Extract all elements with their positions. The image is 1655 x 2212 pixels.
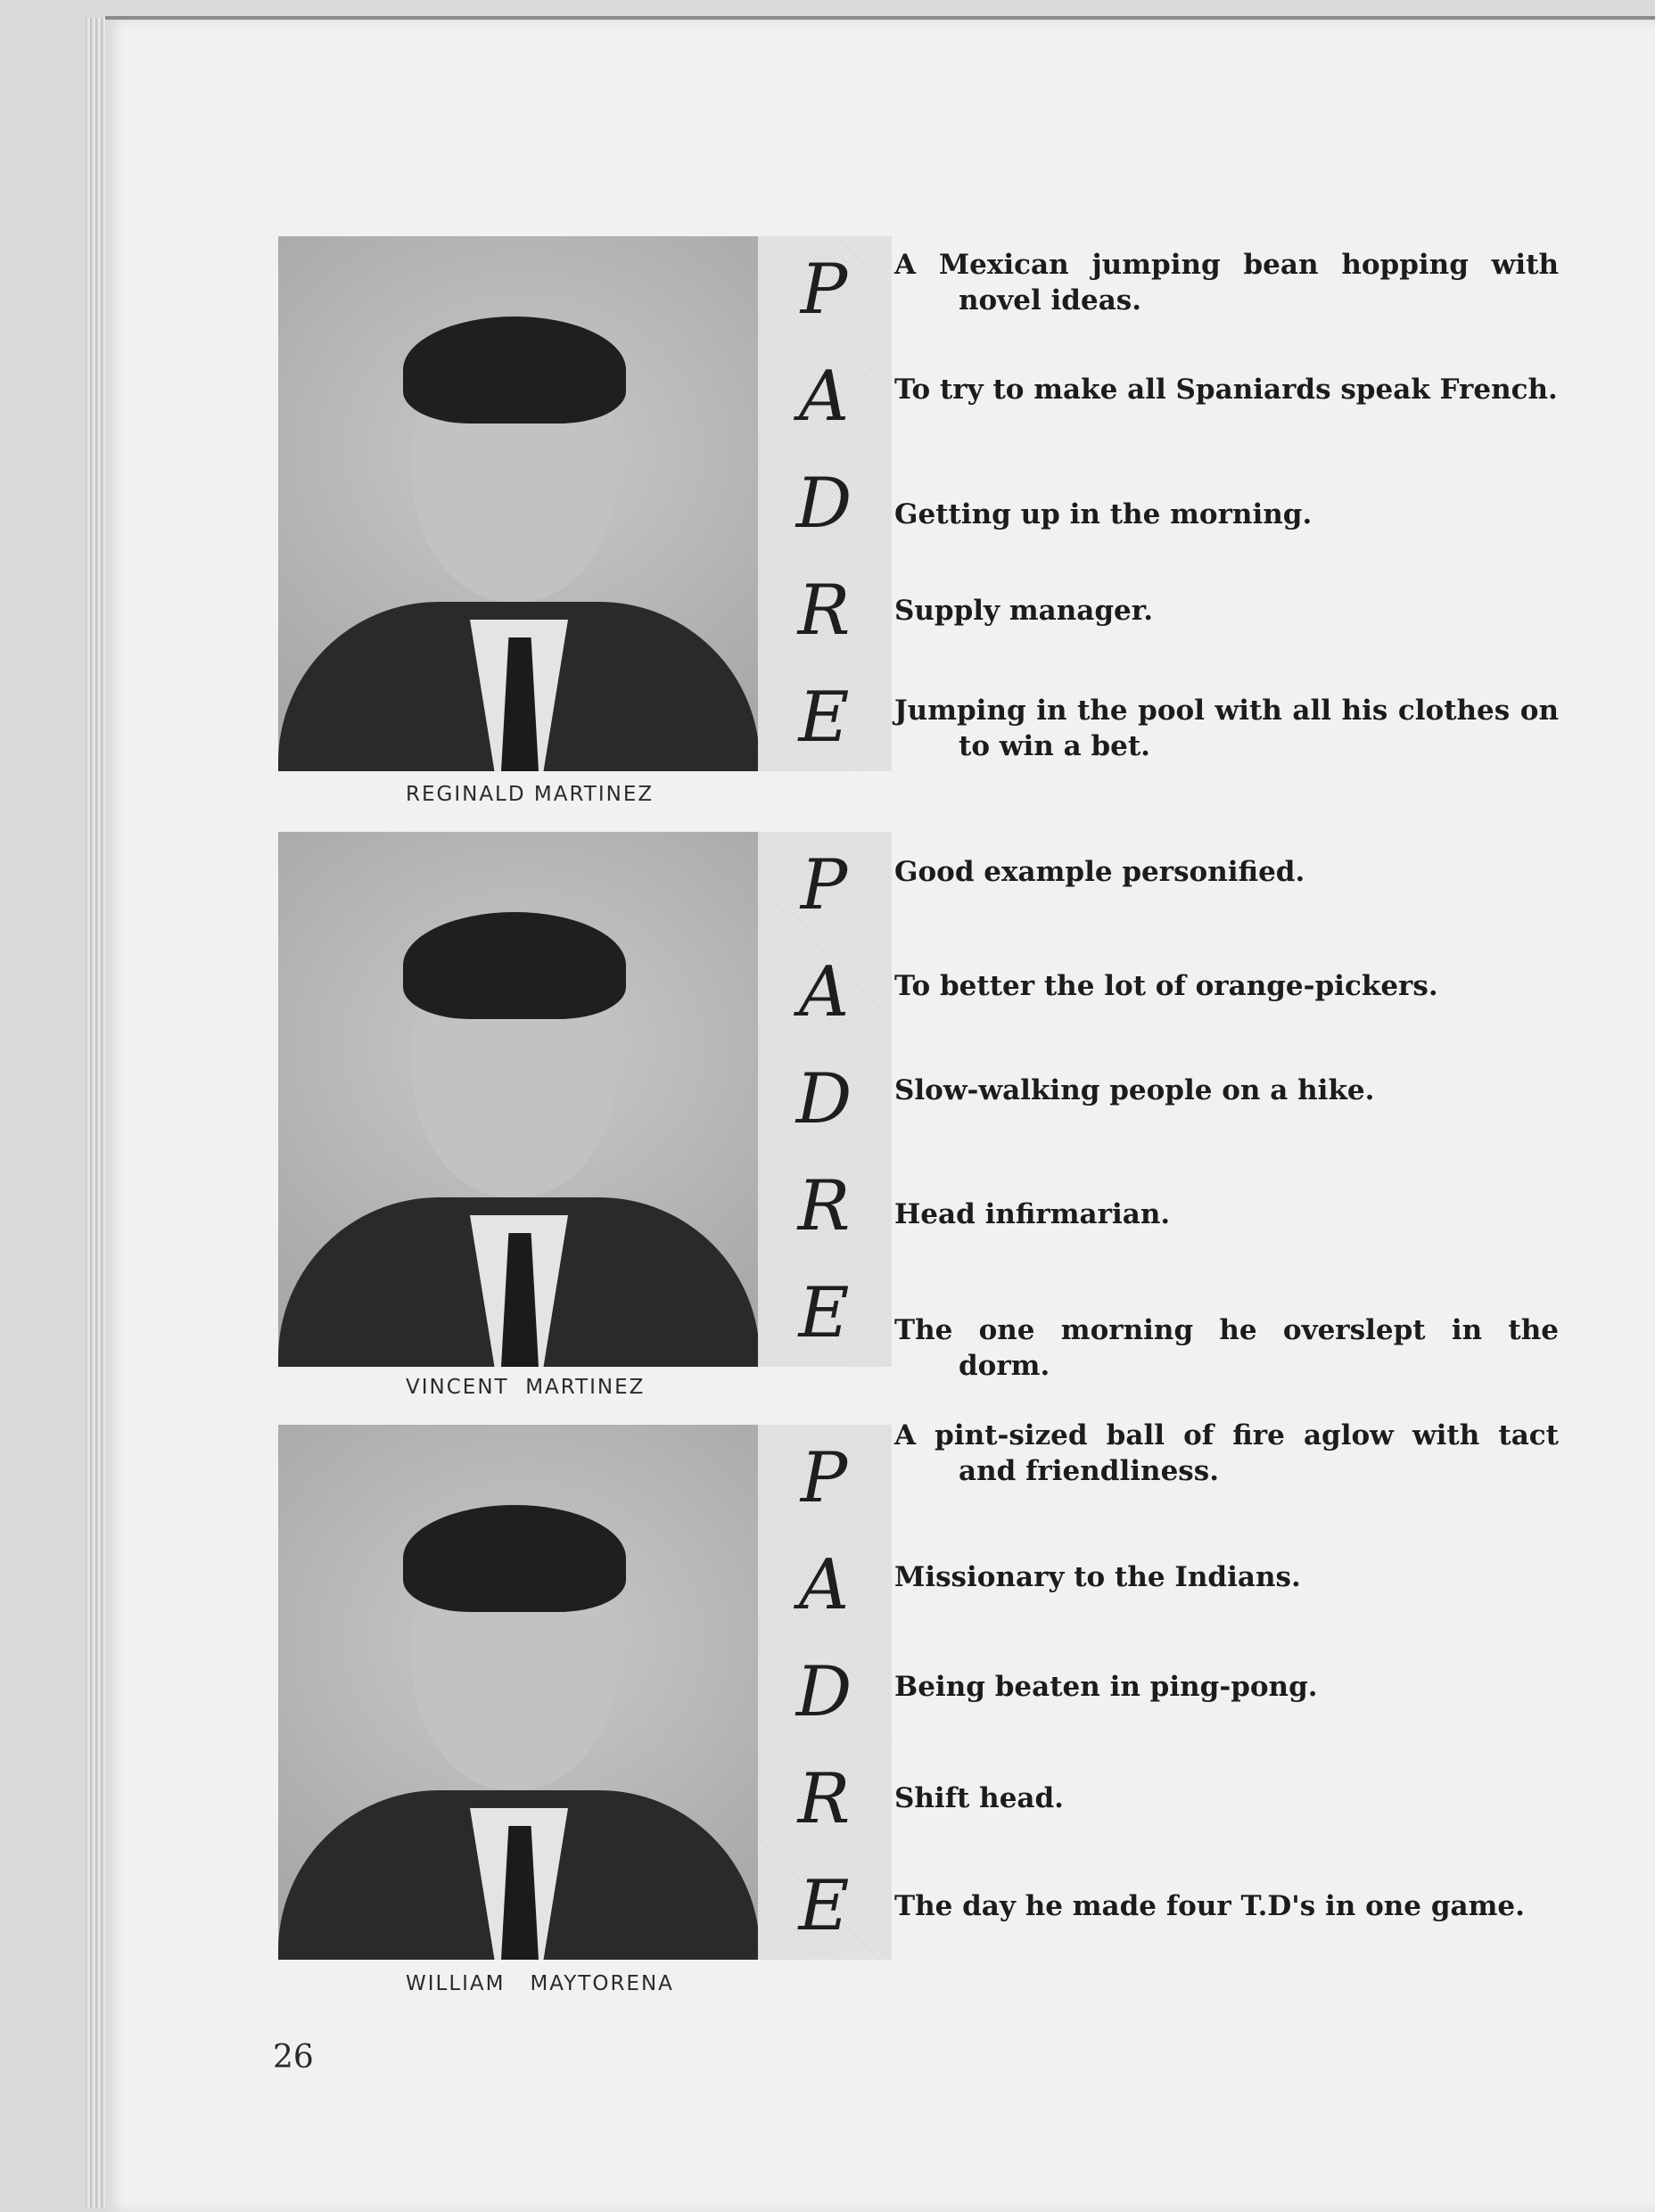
script-letter: P	[800, 1438, 848, 1518]
name-caption: WILLIAM MAYTORENA	[406, 1972, 674, 1995]
entry-line: Slow-walking people on a hike.	[894, 1074, 1375, 1106]
script-letter: P	[800, 845, 848, 925]
script-letter: A	[798, 952, 850, 1032]
script-letters	[770, 236, 877, 771]
portrait-photo-reginald	[278, 236, 892, 771]
script-letter: D	[795, 1652, 852, 1732]
entry-line: To better the lot of orange-pickers.	[894, 970, 1438, 1002]
script-letter: D	[795, 464, 852, 544]
name-caption: REGINALD MARTINEZ	[406, 783, 655, 806]
script-letter: R	[797, 1759, 851, 1839]
script-strip	[758, 236, 892, 771]
script-letter: A	[798, 1545, 850, 1625]
entry-line: Shift head.	[894, 1782, 1064, 1814]
script-letter: R	[797, 571, 851, 651]
script-strip	[758, 1425, 892, 1960]
script-letter: E	[798, 1866, 850, 1946]
entry-line: Getting up in the morning.	[894, 498, 1313, 530]
entry-line: The day he made four T.D's in one game.	[894, 1890, 1525, 1922]
script-letter: E	[798, 678, 850, 758]
entry-line: To try to make all Spaniards speak French.	[894, 374, 1558, 406]
entry-line: Jumping in the pool with all his clothes on to win a bet.	[894, 695, 1559, 762]
entry-line: Missionary to the Indians.	[894, 1561, 1301, 1593]
portrait-photo-william	[278, 1425, 892, 1960]
script-letters	[770, 1425, 877, 1960]
script-letter: P	[800, 250, 848, 330]
script-strip	[758, 832, 892, 1367]
entry-line: Supply manager.	[894, 595, 1154, 627]
entry-line: Head infirmarian.	[894, 1198, 1171, 1230]
hair	[403, 317, 626, 423]
script-letters	[770, 832, 877, 1367]
entry-line: Being beaten in ping-pong.	[894, 1671, 1318, 1703]
name-caption: VINCENT MARTINEZ	[406, 1376, 646, 1399]
script-letter: D	[795, 1059, 852, 1139]
hair	[403, 1505, 626, 1612]
entry-line: A Mexican jumping bean hopping with novel ideas.	[894, 249, 1559, 317]
script-letter: A	[798, 357, 850, 437]
page-number: 26	[273, 2039, 314, 2076]
hair	[403, 912, 626, 1019]
script-letter: E	[798, 1273, 850, 1353]
portrait-photo-vincent	[278, 832, 892, 1367]
entry-line: The one morning he overslept in the dorm.	[894, 1314, 1559, 1382]
script-letter: R	[797, 1166, 851, 1246]
entry-line: A pint-sized ball of fire aglow with tact and friendliness.	[894, 1419, 1559, 1487]
entry-line: Good example personified.	[894, 856, 1305, 888]
